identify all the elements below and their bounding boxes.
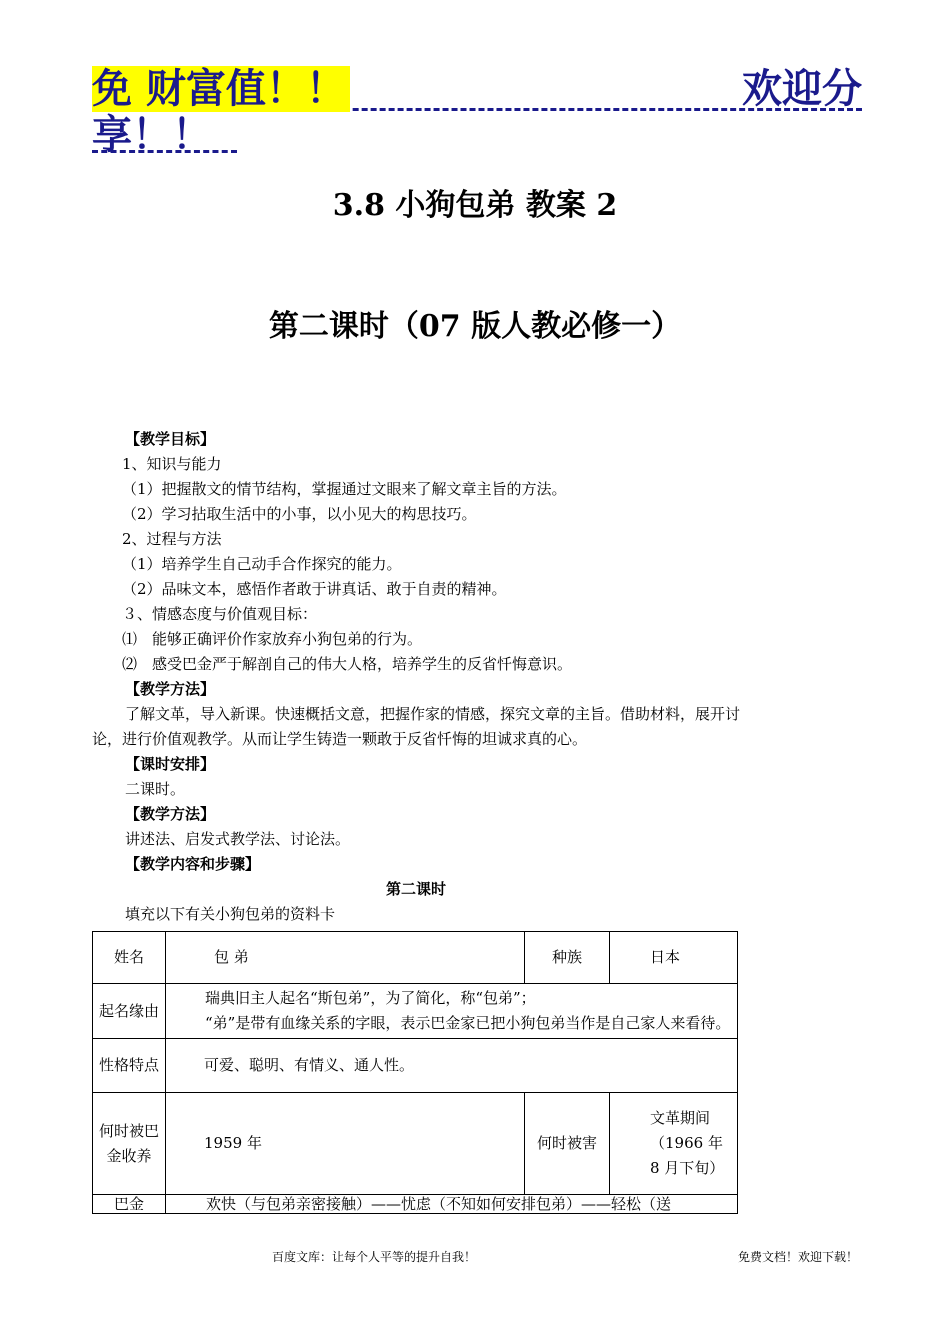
table-cell: 性格特点 [93,1039,166,1093]
goal-2a: （1）培养学生自己动手合作探究的能力。 [122,555,402,573]
goal-3b: ⑵ 感受巴金严于解剖自己的伟大人格，培养学生的反省忏悔意识。 [122,655,573,673]
footer-left-text: 百度文库：让每个人平等的提升自我！ [272,1250,477,1264]
card-intro: 填充以下有关小狗包弟的资料卡 [125,905,336,923]
schedule-heading: 【课时安排】 [125,755,216,773]
footer-right-text: 免费文档！欢迎下载！ [737,1250,858,1264]
table-cell: 起名缘由 [93,984,166,1039]
goal-1: 1、知识与能力 [122,455,222,473]
table-cell: 可爱、聪明、有情义、通人性。 [166,1039,738,1093]
goals-heading: 【教学目标】 [125,430,216,448]
table-cell [166,984,738,1039]
table-row [93,932,738,984]
table-cell: 何时被巴金收养 [93,1093,166,1195]
goal-2: 2、过程与方法 [122,530,222,548]
table-cell: 欢快（与包弟亲密接触）——忧虑（不知如何安排包弟）——轻松（送 [166,1195,738,1214]
banner-welcome-text: 欢迎分 [742,66,862,112]
table-cell: 日本 [610,932,738,984]
table-cell: 包 弟 [166,932,525,984]
table-row [93,1195,738,1214]
method-heading: 【教学方法】 [125,680,216,698]
method2-text: 讲述法、启发式教学法、讨论法。 [125,830,351,848]
schedule-text: 二课时。 [125,780,186,798]
document-title: 3.8 小狗包弟 教案 2 [332,188,618,223]
method-paragraph: 了解文革，导入新课。快速概括文意，把握作家的情感，探究文章的主旨。借助材料，展开讨论，进行价值观教学。从而让学生铸造一颗敢于反省忏悔的坦诚求真的心。 [92,705,741,748]
table-cell: 何时被害 [525,1093,610,1195]
goal-3a: ⑴ 能够正确评价作家放弃小狗包弟的行为。 [122,630,423,648]
goal-2b: （2）品味文本，感悟作者敢于讲真话、敢于自责的精神。 [122,580,507,598]
goal-1a: （1）把握散文的情节结构，掌握通过文眼来了解文章主旨的方法。 [122,480,567,498]
table-cell: 巴金 [93,1195,166,1214]
goal-1b: （2）学习拈取生活中的小事，以小见大的构思技巧。 [122,505,477,523]
header-banner [92,66,862,158]
document-body [92,427,740,1214]
steps-heading: 【教学内容和步骤】 [125,855,261,873]
table-cell: 1959 年 [166,1093,525,1195]
card-origin-line-1: 瑞典旧主人起名“斯包弟”，为了简化，称“包弟”； [205,989,536,1007]
table-cell: 种族 [525,932,610,984]
table-cell: 文革期间（1966 年 8 月下旬） [610,1093,738,1195]
table-cell: 姓名 [93,932,166,984]
table-row [93,1039,738,1093]
table-row [93,1093,738,1195]
banner-share-text: 享！！ [92,112,212,158]
banner-dashed-line-short [92,150,237,153]
info-card-table [92,931,738,1214]
card-origin-line-2: “弟”是带有血缘关系的字眼，表示巴金家已把小狗包弟当作是自己家人来看待。 [205,1014,731,1032]
document-subtitle: 第二课时（07 版人教必修一） [268,309,682,344]
lesson-title: 第二课时 [385,880,446,898]
method2-heading: 【教学方法】 [125,805,216,823]
banner-highlight-text: 免 财富值！！ [92,66,350,112]
goal-3: ３、情感态度与价值观目标： [122,605,318,623]
table-row [93,984,738,1039]
